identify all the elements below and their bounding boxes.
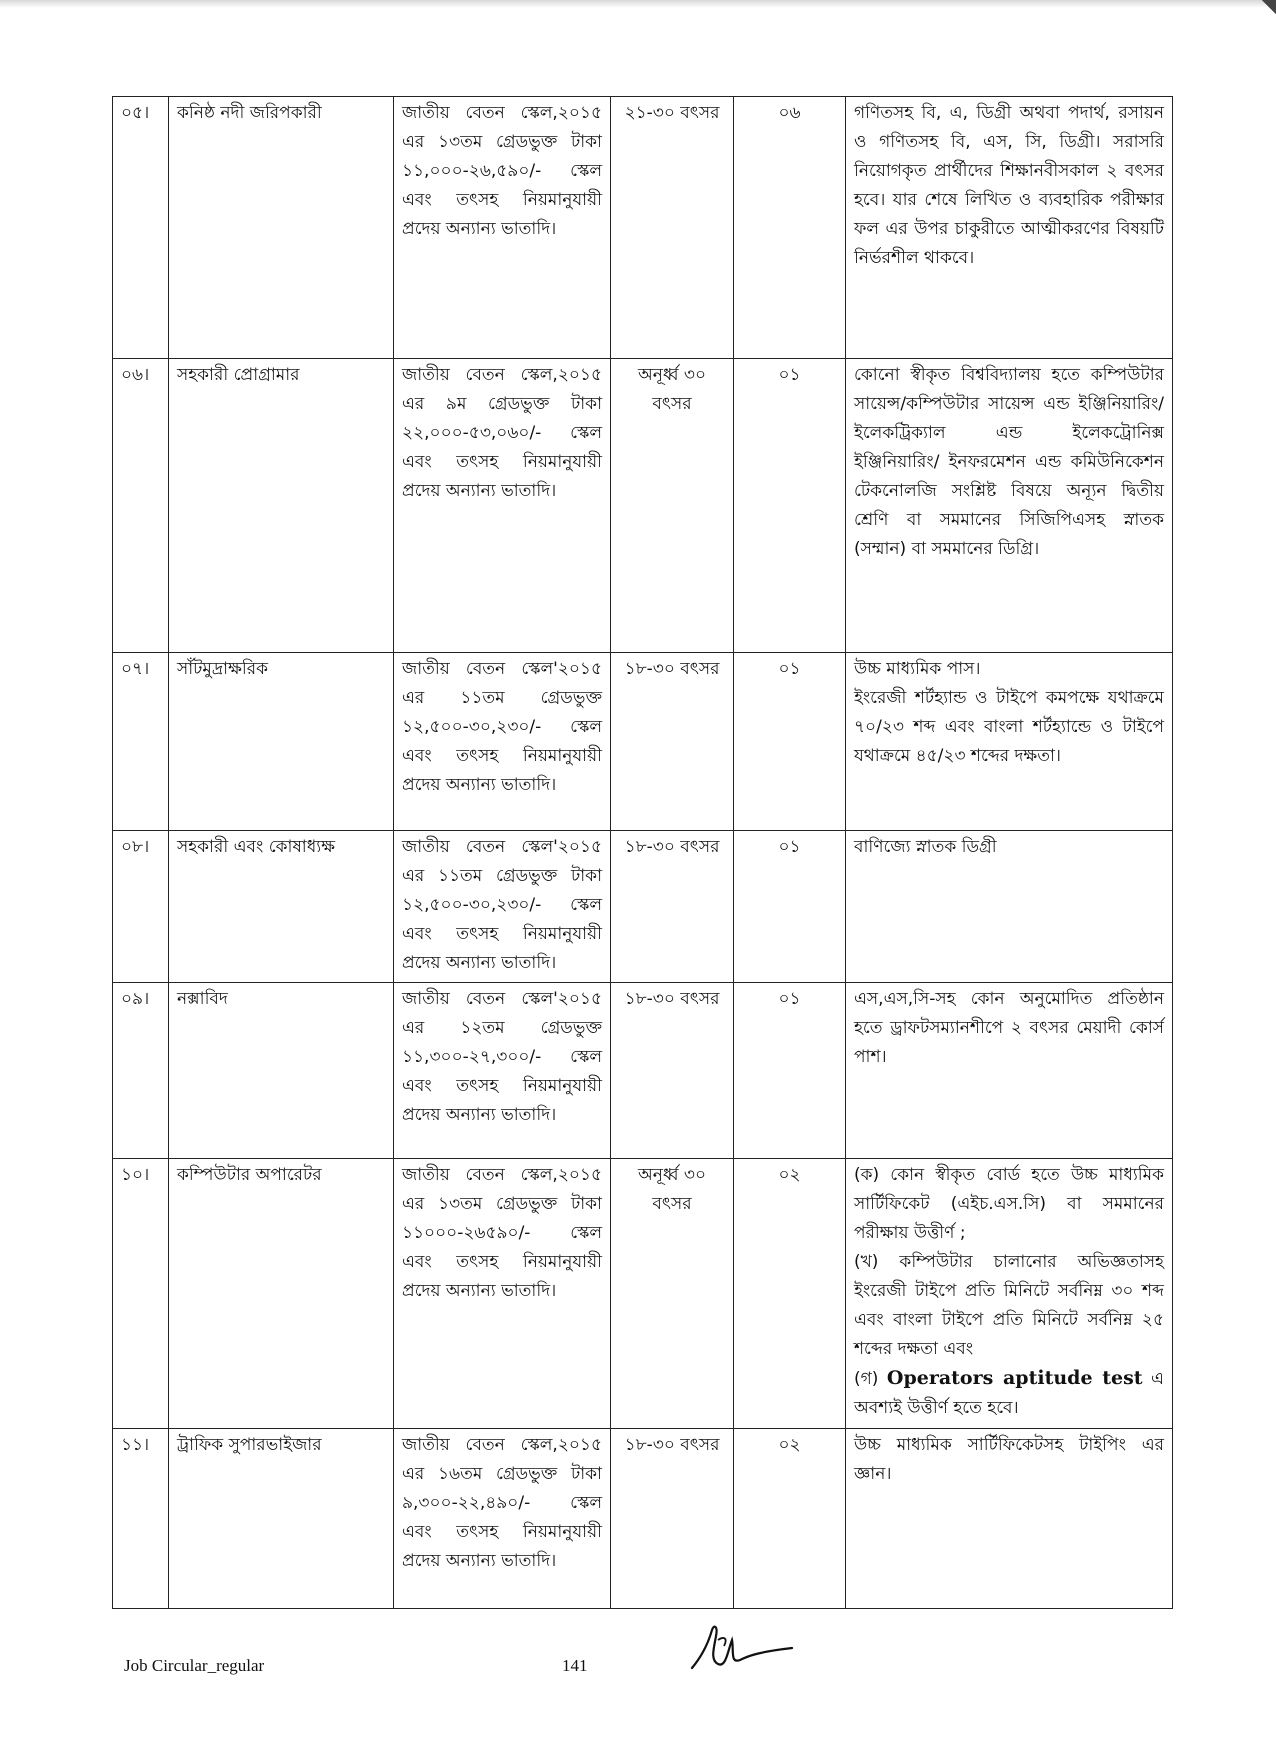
post-name-cell: নক্সাবিদ xyxy=(169,983,394,1159)
table-row xyxy=(113,983,1173,1159)
qualification-cell: গণিতসহ বি, এ, ডিগ্রী অথবা পদার্থ, রসায়ন ও গণিতসহ বি, এস, সি, ডিগ্রী। সরাসরি নিয়োগকৃত প্রার্থীদের শিক্ষানবীসকাল ২ বৎসর হবে। যার শেষে লিখিত ও ব্যবহারিক পরীক্ষার ফল এর উপর চাকুরীতে আত্মীকরণের বিষয়টি নির্ভরশীল থাকবে। xyxy=(846,97,1173,359)
post-name-cell: কনিষ্ঠ নদী জরিপকারী xyxy=(169,97,394,359)
pay-scale-cell: জাতীয় বেতন স্কেল,২০১৫ এর ১৬তম গ্রেডভুক্ত টাকা ৯,৩০০-২২,৪৯০/- স্কেল এবং তৎসহ নিয়মানুযায়ী প্রদেয় অন্যান্য ভাতাদি। xyxy=(394,1429,611,1609)
qualification-cell xyxy=(846,1159,1173,1429)
aptitude-test-text: Operators aptitude test xyxy=(886,1367,1143,1389)
age-cell: অনূর্ধ্ব ৩০ বৎসর xyxy=(611,1159,734,1429)
pay-scale-cell: জাতীয় বেতন স্কেল'২০১৫ এর ১২তম গ্রেডভুক্ত ১১,৩০০-২৭,৩০০/- স্কেল এবং তৎসহ নিয়মানুযায়ী প্রদেয় অন্যান্য ভাতাদি। xyxy=(394,983,611,1159)
qualification-line: (খ) কম্পিউটার চালানোর অভিজ্ঞতাসহ ইংরেজী টাইপে প্রতি মিনিটে সর্বনিম্ন ৩০ শব্দ এবং বাংলা টাইপে প্রতি মিনিটে সর্বনিম্ন ২৫ শব্দের দক্ষতা এবং xyxy=(854,1252,1164,1359)
serial-cell: ০৮। xyxy=(113,831,169,983)
qualification-cell: কোনো স্বীকৃত বিশ্ববিদ্যালয় হতে কম্পিউটার সায়েন্স/কম্পিউটার সায়েন্স এন্ড ইঞ্জিনিয়ারিং/ ইলেকট্রিক্যাল এন্ড ইলেকট্রোনিক্স ইঞ্জিনিয়ারিং/ ইনফরমেশন এন্ড কমিউনিকেশন টেকনোলজি সংশ্লিষ্ট বিষয়ে অন্যূন দ্বিতীয় শ্রেণি বা সমমানের সিজিপিএসহ স্নাতক (সম্মান) বা সমমানের ডিগ্রি। xyxy=(846,359,1173,653)
post-name-cell: সহকারী এবং কোষাধ্যক্ষ xyxy=(169,831,394,983)
document-label: Job Circular_regular xyxy=(124,1656,265,1675)
pay-scale-cell: জাতীয় বেতন স্কেল,২০১৫ এর ১৩তম গ্রেডভুক্ত টাকা ১১০০০-২৬৫৯০/- স্কেল এবং তৎসহ নিয়মানুযায়ী প্রদেয় অন্যান্য ভাতাদি। xyxy=(394,1159,611,1429)
table-row xyxy=(113,97,1173,359)
page-number: 141 xyxy=(562,1656,588,1675)
qualification-cell: বাণিজ্যে স্নাতক ডিগ্রী xyxy=(846,831,1173,983)
age-cell: ১৮-৩০ বৎসর xyxy=(611,831,734,983)
qualification-cell: উচ্চ মাধ্যমিক সার্টিফিকেটসহ টাইপিং এর জ্ঞান। xyxy=(846,1429,1173,1609)
qualification-cell: এস,এস,সি-সহ কোন অনুমোদিত প্রতিষ্ঠান হতে ড্রাফটসম্যানশীপে ২ বৎসর মেয়াদী কোর্স পাশ। xyxy=(846,983,1173,1159)
age-cell: অনূর্ধ্ব ৩০ বৎসর xyxy=(611,359,734,653)
post-name-cell: সাঁটমুদ্রাক্ষরিক xyxy=(169,653,394,831)
qualification-cell xyxy=(846,653,1173,831)
pay-scale-cell: জাতীয় বেতন স্কেল'২০১৫ এর ১১তম গ্রেডভুক্ত টাকা ১২,৫০০-৩০,২৩০/- স্কেল এবং তৎসহ নিয়মানুযায়ী প্রদেয় অন্যান্য ভাতাদি। xyxy=(394,831,611,983)
table-row xyxy=(113,653,1173,831)
qualification-line: (ক) কোন স্বীকৃত বোর্ড হতে উচ্চ মাধ্যমিক সার্টিফিকেট (এইচ.এস.সি) বা সমমানের পরীক্ষায় উত্তীর্ণ ; xyxy=(854,1165,1164,1243)
age-cell: ১৮-৩০ বৎসর xyxy=(611,1429,734,1609)
serial-cell: ০৭। xyxy=(113,653,169,831)
post-count-cell: ০২ xyxy=(734,1159,846,1429)
page-top-edge xyxy=(0,0,1276,8)
table-row xyxy=(113,831,1173,983)
job-table xyxy=(112,96,1173,1609)
pay-scale-cell: জাতীয় বেতন স্কেল,২০১৫ এর ১৩তম গ্রেডভুক্ত টাকা ১১,০০০-২৬,৫৯০/- স্কেল এবং তৎসহ নিয়মানুযায়ী প্রদেয় অন্যান্য ভাতাদি। xyxy=(394,97,611,359)
page-corner xyxy=(1258,0,1276,18)
post-count-cell: ০১ xyxy=(734,653,846,831)
table-row xyxy=(113,1429,1173,1609)
qualification-line: উচ্চ মাধ্যমিক পাস। xyxy=(854,659,981,679)
post-count-cell: ০১ xyxy=(734,831,846,983)
post-count-cell: ০১ xyxy=(734,359,846,653)
table-row xyxy=(113,359,1173,653)
serial-cell: ১১। xyxy=(113,1429,169,1609)
age-cell: ১৮-৩০ বৎসর xyxy=(611,983,734,1159)
post-count-cell: ০১ xyxy=(734,983,846,1159)
serial-cell: ০৫। xyxy=(113,97,169,359)
table-row xyxy=(113,1159,1173,1429)
serial-cell: ০৬। xyxy=(113,359,169,653)
qualification-suffix: এ অবশ্যই উত্তীর্ণ হতে হবে। xyxy=(854,1369,1164,1418)
post-name-cell: কম্পিউটার অপারেটর xyxy=(169,1159,394,1429)
qualification-line: ইংরেজী শর্টহ্যান্ড ও টাইপে কমপক্ষে যথাক্রমে ৭০/২৩ শব্দ এবং বাংলা শর্টহ্যান্ডে ও টাইপে যথাক্রমে ৪৫/২৩ শব্দের দক্ষতা। xyxy=(854,688,1164,766)
post-count-cell: ০৬ xyxy=(734,97,846,359)
age-cell: ২১-৩০ বৎসর xyxy=(611,97,734,359)
post-name-cell: ট্রাফিক সুপারভাইজার xyxy=(169,1429,394,1609)
qualification-line xyxy=(854,1364,1164,1423)
signature-mark xyxy=(688,1620,798,1676)
post-name-cell: সহকারী প্রোগ্রামার xyxy=(169,359,394,653)
age-cell: ১৮-৩০ বৎসর xyxy=(611,653,734,831)
qualification-prefix: (গ) xyxy=(854,1369,887,1389)
serial-cell: ১০। xyxy=(113,1159,169,1429)
post-count-cell: ০২ xyxy=(734,1429,846,1609)
pay-scale-cell: জাতীয় বেতন স্কেল,২০১৫ এর ৯ম গ্রেডভুক্ত টাকা ২২,০০০-৫৩,০৬০/- স্কেল এবং তৎসহ নিয়মানুযায়ী প্রদেয় অন্যান্য ভাতাদি। xyxy=(394,359,611,653)
serial-cell: ০৯। xyxy=(113,983,169,1159)
pay-scale-cell: জাতীয় বেতন স্কেল'২০১৫ এর ১১তম গ্রেডভুক্ত ১২,৫০০-৩০,২৩০/- স্কেল এবং তৎসহ নিয়মানুযায়ী প্রদেয় অন্যান্য ভাতাদি। xyxy=(394,653,611,831)
